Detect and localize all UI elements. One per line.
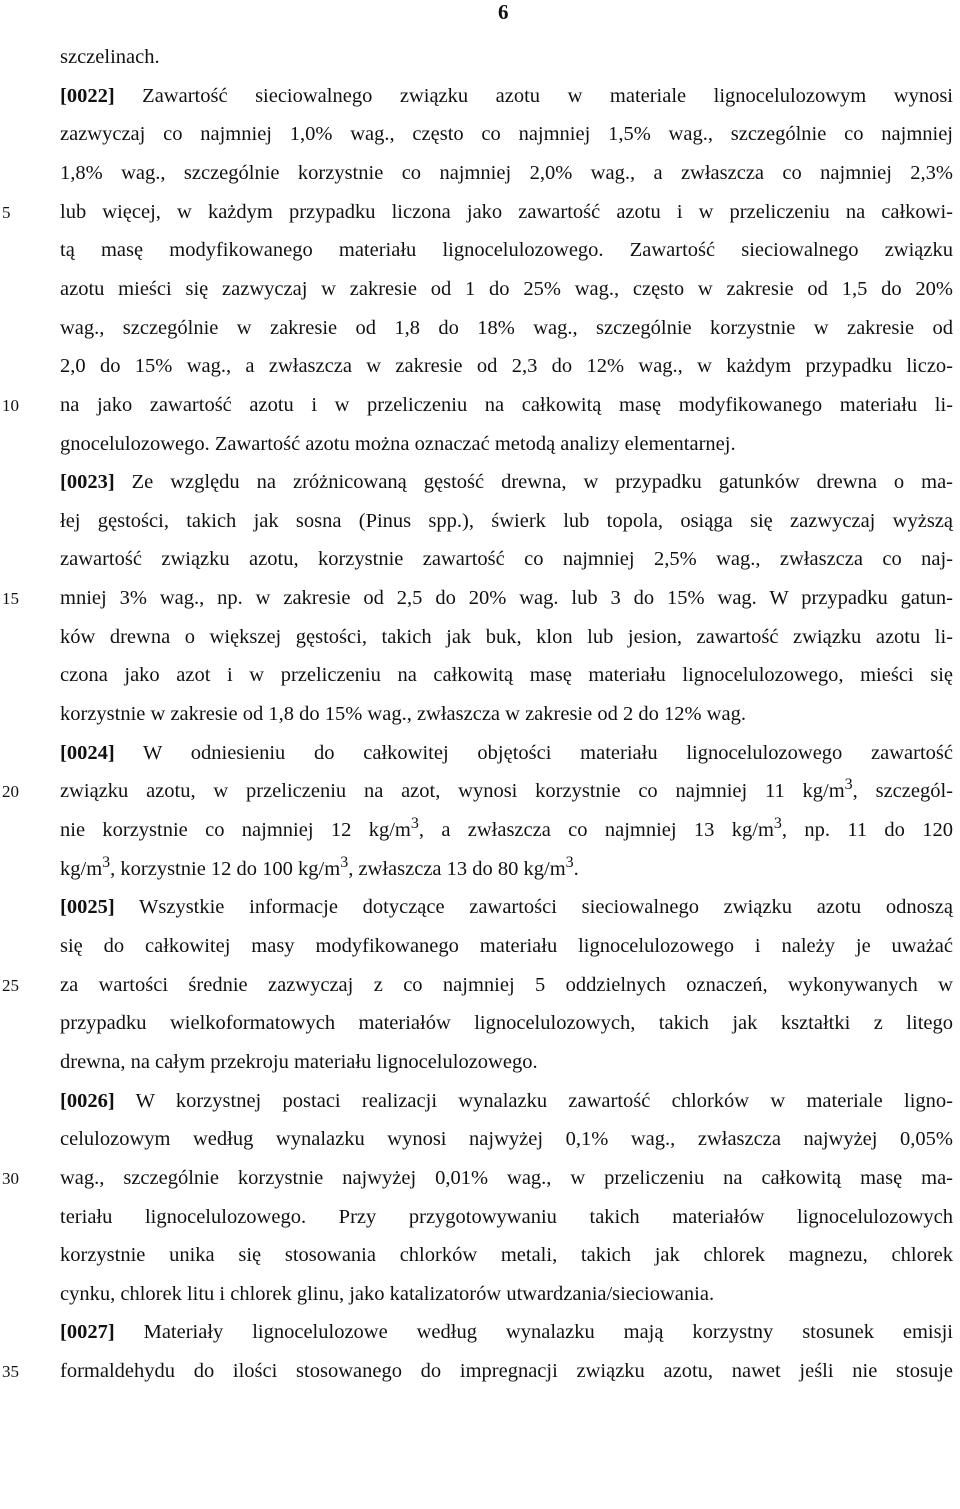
text-span: , a zwłaszcza co najmniej 13 kg/m	[418, 819, 774, 841]
text-line	[60, 469, 953, 495]
text-line	[60, 1049, 953, 1075]
text-span: zawartość związku azotu, korzystnie zawartość co najmniej 2,5% wag., zwłaszcza co naj-	[60, 548, 953, 571]
text-span: Materiały lignocelulozowe według wynalazku mają korzystny stosunek emisji	[114, 1321, 953, 1344]
text-span: się do całkowitej masy modyfikowanego materiału lignocelulozowego i należy je uważać	[60, 934, 953, 957]
text-line	[60, 315, 953, 341]
text-span: przypadku wielkoformatowych materiałów lignocelulozowych, takich jak kształtki z litego	[60, 1012, 953, 1035]
text-span: ków drewna o większej gęstości, takich jak buk, klon lub jesion, zawartość związku azotu li-	[60, 625, 953, 648]
text-line	[60, 508, 953, 534]
text-span: nie korzystnie co najmniej 12 kg/m	[60, 819, 411, 841]
text-line	[60, 1281, 953, 1307]
text-line	[60, 1242, 953, 1268]
text-span: gnocelulozowego. Zawartość azotu można oznaczać metodą analizy elementarnej.	[60, 432, 736, 455]
text-line	[60, 44, 953, 70]
text-line	[60, 1358, 953, 1384]
margin-line-number: 10	[2, 395, 19, 415]
text-span: Wszystkie informacje dotyczące zawartości sieciowalnego związku azotu odnoszą	[114, 896, 953, 919]
text-span: szczelinach.	[60, 46, 160, 68]
text-line	[60, 1204, 953, 1230]
paragraph-number: [0023]	[60, 471, 115, 494]
text-line	[60, 853, 953, 882]
paragraph-number: [0026]	[60, 1089, 115, 1112]
margin-line-number: 15	[2, 589, 19, 609]
text-span: zazwyczaj co najmniej 1,0% wag., często co najmniej 1,5% wag., szczególnie co najmniej	[60, 123, 953, 146]
text-line	[60, 276, 953, 302]
text-line	[60, 585, 953, 611]
text-span: .	[573, 857, 579, 880]
text-line	[60, 933, 953, 959]
text-line	[60, 972, 953, 998]
text-span: związku azotu, w przeliczeniu na azot, wynosi korzystnie co najmniej 11 kg/m	[60, 780, 845, 803]
text-line	[60, 546, 953, 572]
margin-line-number: 30	[2, 1168, 19, 1188]
text-line	[60, 662, 953, 688]
text-span: , szczegól-	[852, 780, 953, 803]
page-number: 6	[498, 0, 509, 24]
text-span: formaldehydu do ilości stosowanego do impregnacji związku azotu, nawet jeśli nie stosuje	[60, 1360, 953, 1383]
text-line	[60, 199, 953, 225]
text-line	[60, 353, 953, 379]
text-line	[60, 1319, 953, 1345]
text-span: , np. 11 do 120	[781, 819, 953, 841]
text-span: czona jako azot i w przeliczeniu na całkowitą masę materiału lignocelulozowego, mieści się	[60, 664, 953, 687]
text-span: tą masę modyfikowanego materiału lignocelulozowego. Zawartość sieciowalnego związku	[60, 239, 953, 262]
text-span: 2,0 do 15% wag., a zwłaszcza w zakresie od 2,3 do 12% wag., w każdym przypadku liczo-	[60, 355, 953, 378]
superscript: 3	[102, 853, 111, 871]
text-span: azotu mieści się zazwyczaj w zakresie od 1 do 25% wag., często w zakresie od 1,5 do 20%	[60, 277, 953, 300]
text-span: Ze względu na zróżnicowaną gęstość drewna, w przypadku gatunków drewna o ma-	[114, 471, 953, 494]
text-span: celulozowym według wynalazku wynosi najwyżej 0,1% wag., zwłaszcza najwyżej 0,05%	[60, 1128, 953, 1151]
text-line	[60, 740, 953, 766]
text-span: korzystnie w zakresie od 1,8 do 15% wag., zwłaszcza w zakresie od 2 do 12% wag.	[60, 703, 746, 726]
superscript: 3	[565, 853, 574, 871]
text-line	[60, 894, 953, 920]
text-span: , korzystnie 12 do 100 kg/m	[110, 857, 341, 880]
text-line	[60, 1010, 953, 1036]
text-line	[60, 237, 953, 263]
text-span: na jako zawartość azotu i w przeliczeniu na całkowitą masę modyfikowanego materiału li-	[60, 393, 953, 416]
text-line	[60, 778, 953, 804]
text-line	[60, 817, 953, 843]
text-line	[60, 1165, 953, 1191]
text-span: łej gęstości, takich jak sosna (Pinus spp.), świerk lub topola, osiąga się zazwyczaj wyższą	[60, 509, 953, 532]
text-span: 1,8% wag., szczególnie korzystnie co najmniej 2,0% wag., a zwłaszcza co najmniej 2,3%	[60, 161, 953, 184]
margin-line-number: 5	[2, 202, 11, 222]
text-line	[60, 431, 953, 457]
superscript: 3	[844, 776, 853, 794]
text-span: za wartości średnie zazwyczaj z co najmniej 5 oddzielnych oznaczeń, wykonywanych w	[60, 973, 953, 996]
text-span: , zwłaszcza 13 do 80 kg/m	[348, 857, 566, 880]
superscript: 3	[773, 815, 782, 833]
text-span: W odniesieniu do całkowitej objętości materiału lignocelulozowego zawartość	[114, 741, 953, 764]
text-span: W korzystnej postaci realizacji wynalazku zawartość chlorków w materiale ligno-	[114, 1089, 953, 1112]
text-line	[60, 701, 953, 727]
paragraph-number: [0022]	[60, 84, 115, 107]
margin-line-number: 35	[2, 1362, 19, 1382]
text-span: kg/m	[60, 857, 103, 880]
text-line	[60, 160, 953, 186]
margin-line-number: 20	[2, 782, 19, 802]
text-span: wag., szczególnie korzystnie najwyżej 0,01% wag., w przeliczeniu na całkowitą masę ma-	[60, 1166, 953, 1189]
text-line	[60, 624, 953, 650]
margin-line-number: 25	[2, 975, 19, 995]
superscript: 3	[410, 815, 419, 833]
paragraph-number: [0027]	[60, 1321, 115, 1344]
text-line	[60, 121, 953, 147]
superscript: 3	[340, 853, 349, 871]
text-span: teriału lignocelulozowego. Przy przygotowywaniu takich materiałów lignocelulozowych	[60, 1205, 953, 1228]
text-span: drewna, na całym przekroju materiału lignocelulozowego.	[60, 1050, 538, 1073]
text-line	[60, 83, 953, 109]
text-span: korzystnie unika się stosowania chlorków metali, takich jak chlorek magnezu, chlorek	[60, 1244, 953, 1267]
text-line	[60, 1126, 953, 1152]
text-line	[60, 392, 953, 418]
text-span: mniej 3% wag., np. w zakresie od 2,5 do 20% wag. lub 3 do 15% wag. W przypadku gatun-	[60, 587, 953, 610]
text-span: wag., szczególnie w zakresie od 1,8 do 18% wag., szczególnie korzystnie w zakresie od	[60, 316, 953, 339]
text-line	[60, 1088, 953, 1114]
text-span: cynku, chlorek litu i chlorek glinu, jako katalizatorów utwardzania/sieciowania.	[60, 1282, 715, 1305]
text-span: lub więcej, w każdym przypadku liczona jako zawartość azotu i w przeliczeniu na całkowi-	[60, 200, 953, 223]
paragraph-number: [0024]	[60, 741, 115, 764]
paragraph-number: [0025]	[60, 896, 115, 919]
text-span: Zawartość sieciowalnego związku azotu w materiale lignocelulozowym wynosi	[114, 84, 953, 107]
